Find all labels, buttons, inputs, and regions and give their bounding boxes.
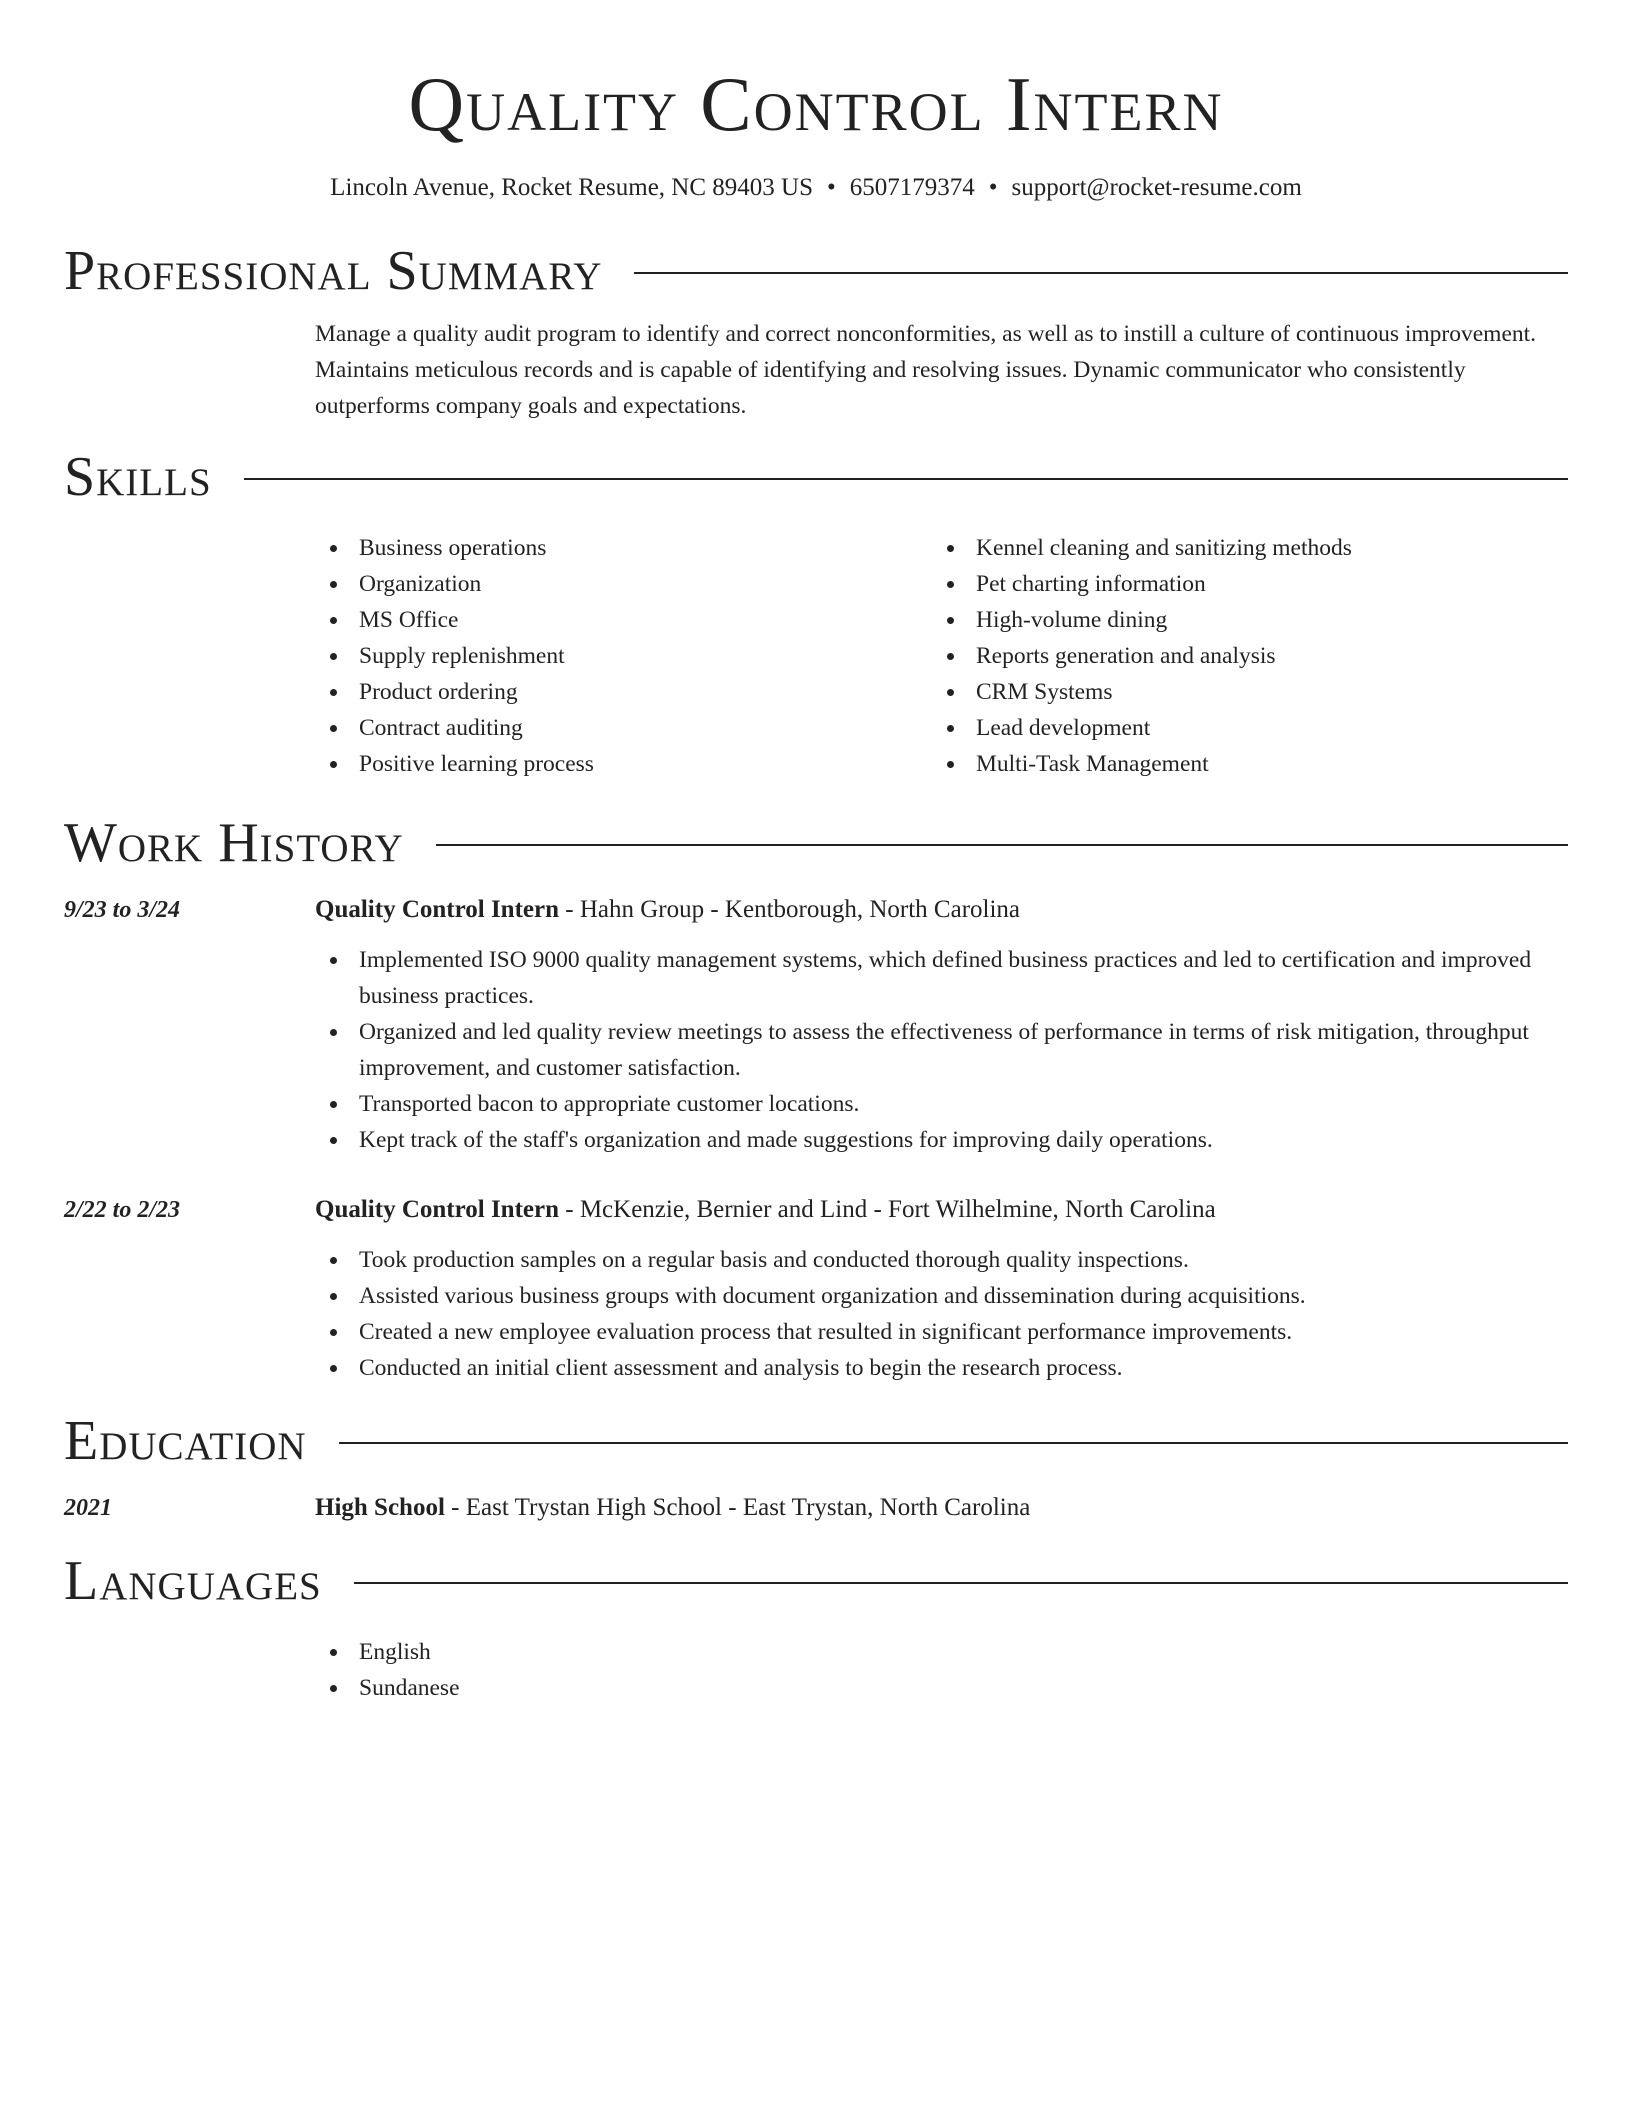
job-dates: 2/22 to 2/23 — [64, 1197, 181, 1223]
skill-item: CRM Systems — [932, 674, 1549, 710]
skill-item: Kennel cleaning and sanitizing methods — [932, 530, 1549, 566]
language-item: English — [315, 1634, 1568, 1670]
resume-page — [64, 0, 1568, 1706]
contact-phone: 6507179374 — [849, 174, 975, 201]
summary-section-header — [64, 240, 1568, 302]
skills-column-right — [932, 530, 1549, 782]
skill-item: Product ordering — [315, 674, 932, 710]
languages-section-header — [64, 1550, 1568, 1612]
job-bullet: Took production samples on a regular basis and conducted thorough quality inspections. — [315, 1242, 1568, 1278]
skills-section-header — [64, 446, 1568, 508]
skill-item: Business operations — [315, 530, 932, 566]
skills-list — [315, 530, 1568, 782]
languages-heading: Languages — [64, 1550, 322, 1612]
job-bullet: Transported bacon to appropriate customer locations. — [315, 1086, 1568, 1122]
skill-item: Supply replenishment — [315, 638, 932, 674]
work-heading: Work History — [64, 812, 404, 874]
skill-item: Pet charting information — [932, 566, 1549, 602]
summary-heading: Professional Summary — [64, 240, 603, 302]
contact-separator: • — [826, 174, 836, 201]
job-bullet: Created a new employee evaluation process that resulted in significant performance improvements. — [315, 1314, 1568, 1350]
job-entry — [64, 1192, 1568, 1386]
summary-text: Manage a quality audit program to identify and correct nonconformities, as well as to instill a culture of continuous improvement. Maintains meticulous records and is capable of identifying and resolving issues. Dynamic communicator who consistently outperforms company goals and expectations. — [315, 321, 1537, 419]
contact-address: Lincoln Avenue, Rocket Resume, NC 89403 US — [330, 174, 813, 201]
education-entry — [64, 1490, 1568, 1526]
work-section-header — [64, 812, 1568, 874]
contact-line — [64, 172, 1568, 204]
resume-name: Quality Control Intern — [408, 61, 1224, 147]
skill-item: Multi-Task Management — [932, 746, 1549, 782]
languages-list — [315, 1634, 1568, 1706]
skills-heading: Skills — [64, 446, 212, 508]
section-divider — [354, 1582, 1568, 1584]
job-title: Quality Control Intern — [315, 1196, 559, 1223]
section-divider — [339, 1442, 1568, 1444]
job-bullets — [315, 1242, 1568, 1386]
education-line — [315, 1490, 1568, 1526]
job-bullet: Kept track of the staff's organization and made suggestions for improving daily operations. — [315, 1122, 1568, 1158]
skill-item: Organization — [315, 566, 932, 602]
skills-column-left — [315, 530, 932, 782]
job-bullet: Implemented ISO 9000 quality management systems, which defined business practices and led to certification and improved business practices. — [315, 942, 1568, 1014]
skill-item: MS Office — [315, 602, 932, 638]
job-bullet: Conducted an initial client assessment and analysis to begin the research process. — [315, 1350, 1568, 1386]
job-company: - McKenzie, Bernier and Lind - Fort Wilhelmine, North Carolina — [559, 1196, 1216, 1223]
job-bullets — [315, 942, 1568, 1158]
skill-item: Reports generation and analysis — [932, 638, 1549, 674]
section-divider — [634, 272, 1568, 274]
job-company: - Hahn Group - Kentborough, North Carolina — [559, 896, 1021, 923]
job-bullet: Assisted various business groups with document organization and dissemination during acquisitions. — [315, 1278, 1568, 1314]
skill-item: Contract auditing — [315, 710, 932, 746]
contact-email: support@rocket-resume.com — [1011, 174, 1302, 201]
job-title: Quality Control Intern — [315, 896, 559, 923]
job-title-line — [315, 1192, 1568, 1228]
education-section-header — [64, 1410, 1568, 1472]
skill-item: High-volume dining — [932, 602, 1549, 638]
language-item: Sundanese — [315, 1670, 1568, 1706]
job-entry — [64, 892, 1568, 1158]
education-degree: High School — [315, 1494, 445, 1521]
job-bullet: Organized and led quality review meetings to assess the effectiveness of performance in terms of risk mitigation, throughput improvement, and customer satisfaction. — [315, 1014, 1568, 1086]
education-year: 2021 — [64, 1495, 112, 1521]
contact-separator: • — [988, 174, 998, 201]
section-divider — [244, 478, 1568, 480]
skill-item: Lead development — [932, 710, 1549, 746]
education-school: - East Trystan High School - East Trystan, North Carolina — [444, 1494, 1031, 1521]
education-heading: Education — [64, 1410, 307, 1472]
job-dates: 9/23 to 3/24 — [64, 897, 181, 923]
job-title-line — [315, 892, 1568, 928]
section-divider — [436, 844, 1568, 846]
skill-item: Positive learning process — [315, 746, 932, 782]
